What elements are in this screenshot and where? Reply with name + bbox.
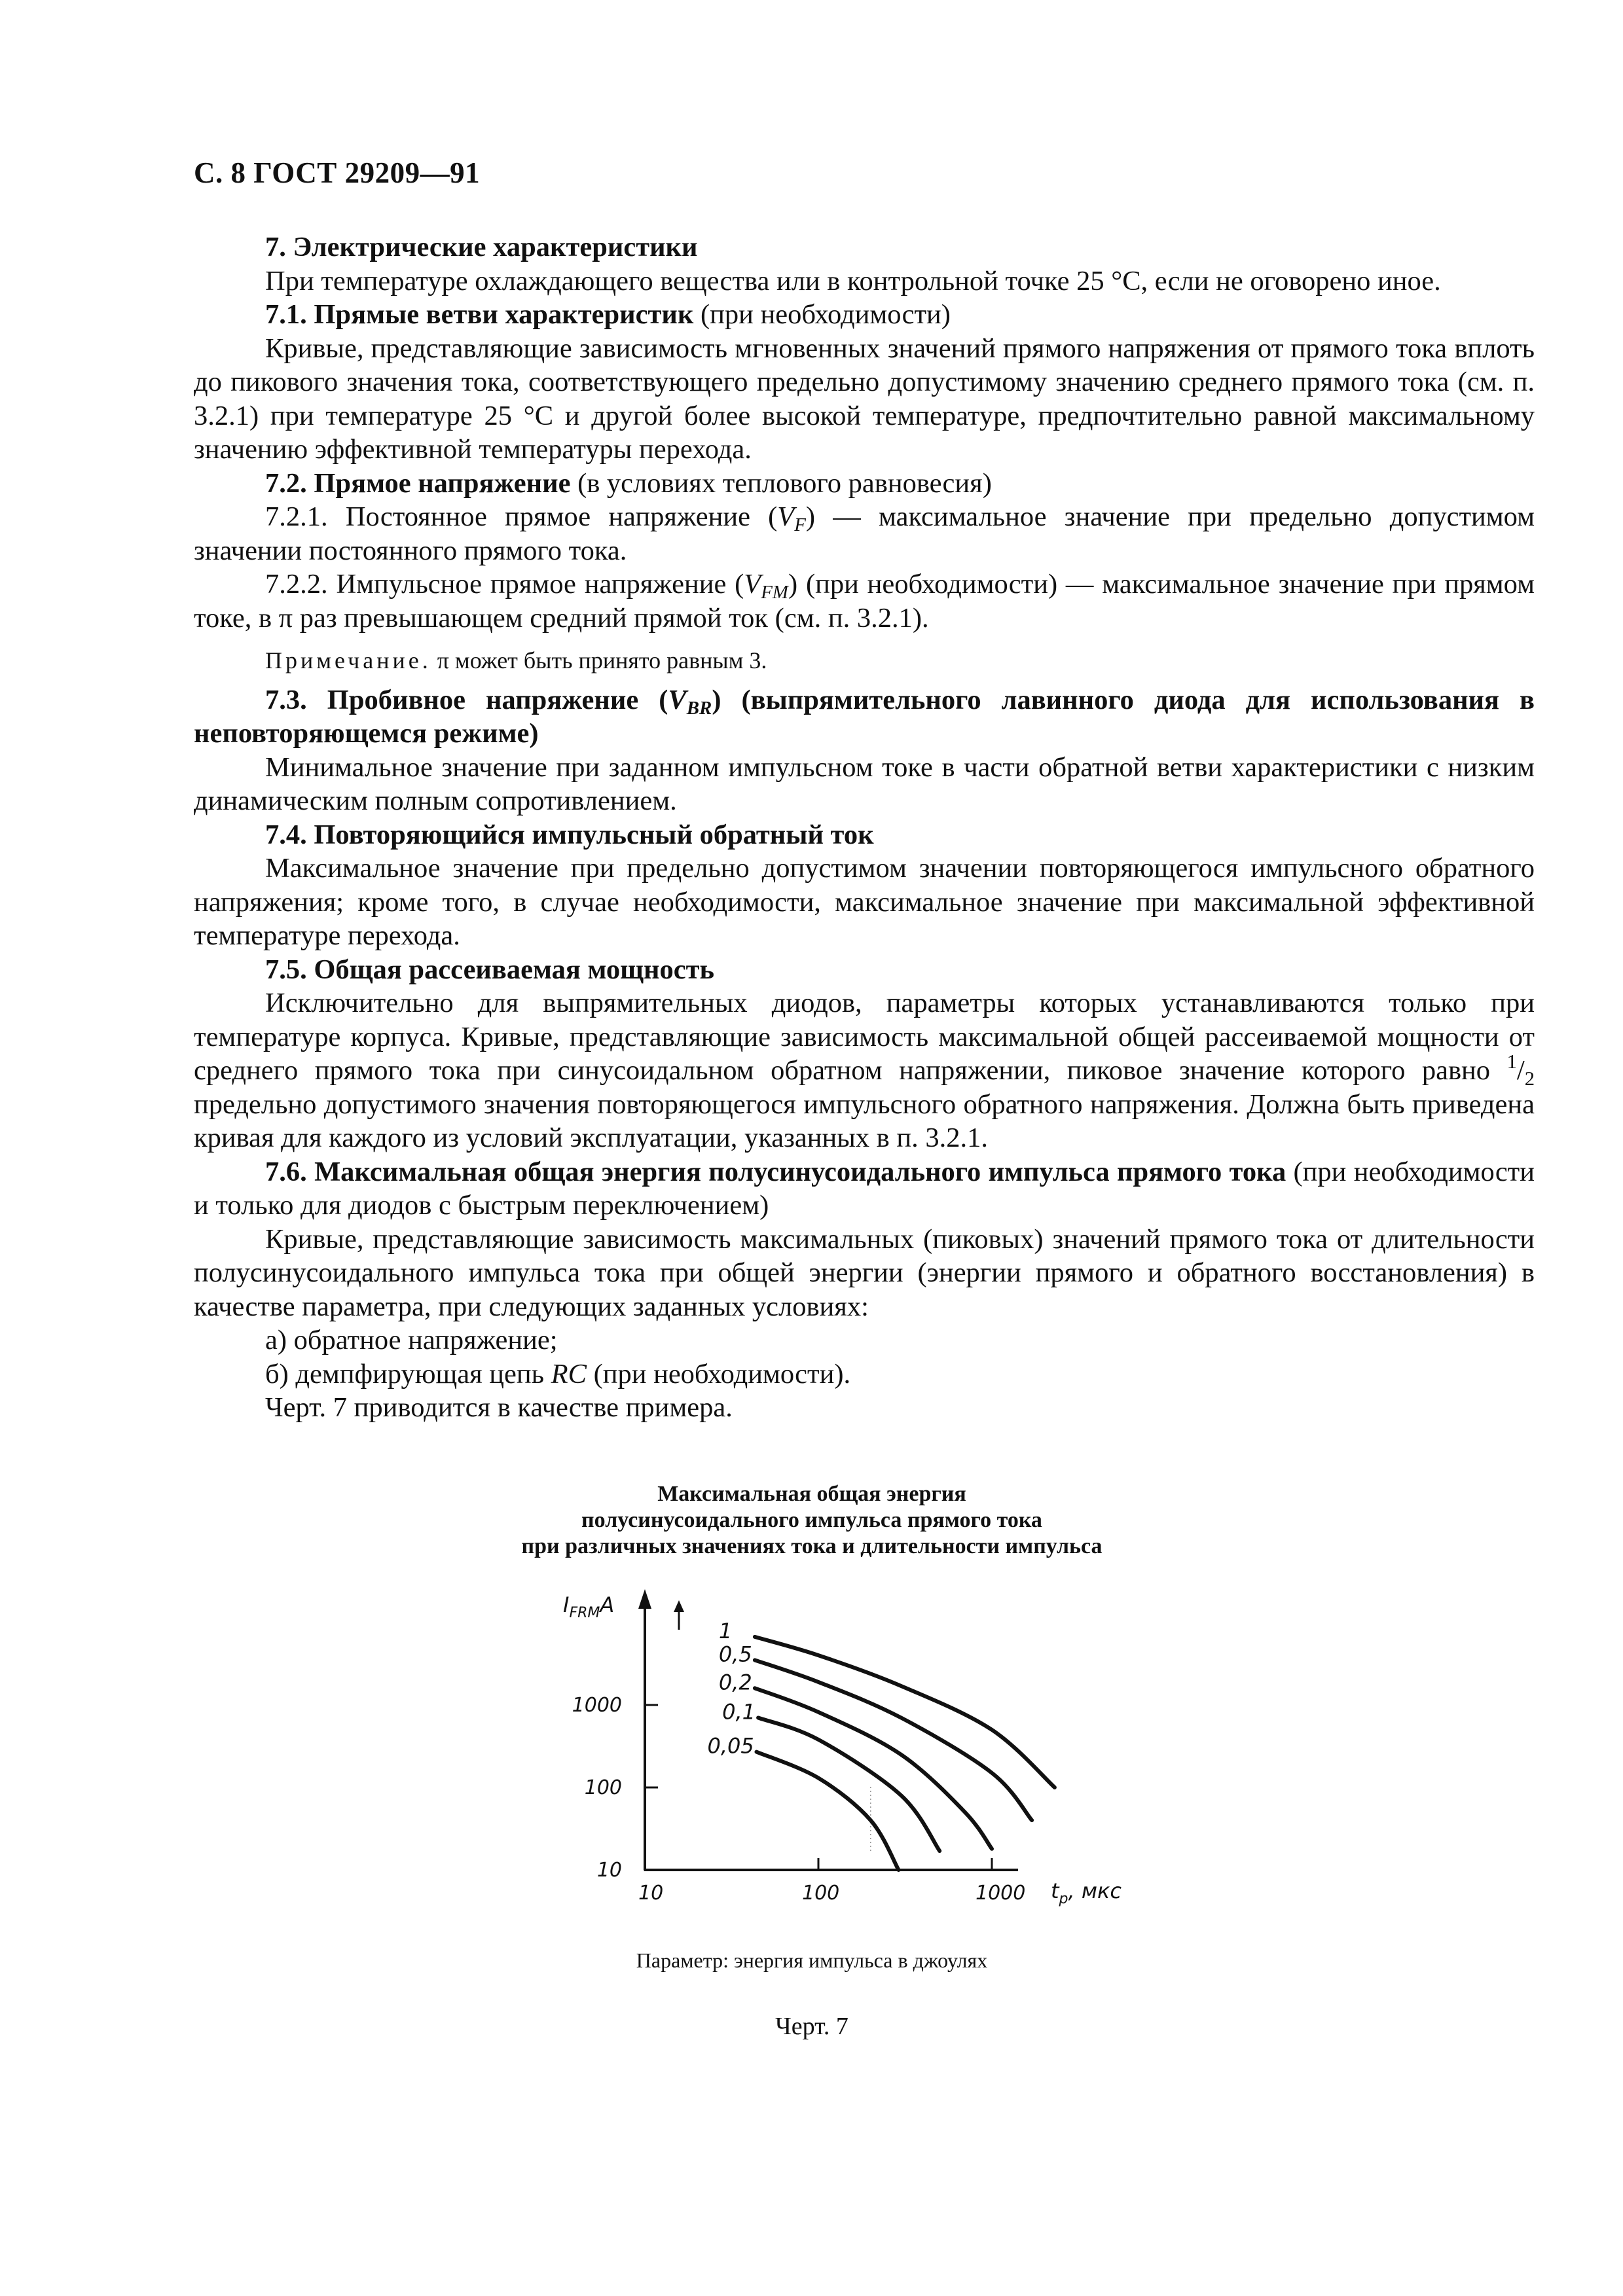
symbol-v: V: [668, 684, 687, 715]
y-tick-label: 10: [596, 1859, 622, 1882]
y-axis-arrow: [638, 1589, 651, 1609]
x-tick-label: 1000: [976, 1882, 1026, 1905]
clause-7-6-title: 7.6. Максимальная общая энергия полусинусоидального импульса прямого тока: [265, 1156, 1286, 1187]
chart-labels: [563, 1592, 1122, 1907]
clause-7-2-2-before: 7.2.2. Импульсное прямое напряжение (: [265, 569, 744, 600]
symbol-rc: RC: [551, 1358, 587, 1390]
clause-7-1-title: 7.1. Прямые ветви характеристик: [265, 299, 694, 330]
x-tick-label: 10: [638, 1882, 664, 1905]
y-axis-label: $I_{FRM}A$: [563, 1592, 615, 1621]
figure-title-line: полусинусоидального импульса прямого тока: [581, 1508, 1042, 1532]
y-tick-label: 100: [584, 1776, 622, 1799]
series-line-0-05: [757, 1752, 899, 1870]
x-axis-label: $t_p$, мкс: [1051, 1878, 1122, 1907]
list-item-b-before: б) демпфирующая цепь: [265, 1358, 551, 1390]
note-text: π может быть принято равным 3.: [431, 647, 767, 673]
clause-7-4-text: Максимальное значение при предельно допустимом значении повторяющегося импульсного обратного напряжения; кроме того, в случае необходимости, максимальное значение при максимальной эффективной температуре перехода.: [194, 853, 1535, 951]
symbol-v: V: [744, 569, 761, 600]
series-label-0-1: 0,1: [722, 1699, 756, 1725]
series-label-1: 1: [718, 1618, 733, 1643]
chart-curves: [755, 1637, 1055, 1870]
list-item-b-after: (при необходимости).: [586, 1358, 851, 1390]
symbol-sub: BR: [686, 697, 712, 719]
fraction-numerator: 1: [1506, 1050, 1517, 1073]
clause-7-2-1-after: ) — максимальное значение при предельно допустимом значении постоянного прямого тока.: [194, 501, 1535, 566]
figure-title-line: при различных значениях тока и длительности импульса: [521, 1534, 1103, 1558]
page-header: С. 8 ГОСТ 29209—91: [194, 156, 481, 189]
clause-7-4-title: 7.4. Повторяющийся импульсный обратный ток: [265, 819, 874, 850]
y-tick-label: 1000: [572, 1694, 622, 1717]
chart-axes: [638, 1589, 1018, 1871]
figure-title-line: Максимальная общая энергия: [657, 1482, 966, 1506]
section-intro: При температуре охлаждающего вещества или в контрольной точке 25 °С, если не оговорено иное.: [265, 265, 1441, 296]
symbol-sub: F: [794, 514, 806, 536]
series-line-1: [755, 1637, 1055, 1787]
fraction-denominator: 2: [1524, 1067, 1535, 1090]
series-label-0-05: 0,05: [707, 1733, 754, 1759]
symbol-sub: FM: [761, 582, 788, 603]
fraction-one-half: $^1/_2$: [1506, 1050, 1535, 1090]
series-line-0-1: [758, 1718, 939, 1852]
clause-7-3-before: 7.3. Пробивное напряжение (: [265, 684, 668, 715]
clause-7-6-text: Кривые, представляющие зависимость максимальных (пиковых) значений прямого тока от длительности полусинусоидального импульса тока при общей энергии (энергии прямого и обратного восстановления) в качестве параметра, при следующих заданных условиях:: [194, 1223, 1535, 1322]
clause-7-2-1-before: 7.2.1. Постоянное прямое напряжение (: [265, 501, 778, 532]
figure-reference: Черт. 7 приводится в качестве примера.: [265, 1392, 733, 1423]
note-label: Примечание.: [265, 647, 431, 673]
list-item-a: а) обратное напряжение;: [265, 1325, 558, 1355]
figure-caption: Параметр: энергия импульса в джоулях: [636, 1948, 988, 1972]
clause-7-2-suffix: (в условиях теплового равновесия): [570, 467, 992, 499]
clause-7-1-suffix: (при необходимости): [693, 299, 951, 330]
parameter-arrow-head: [674, 1600, 684, 1612]
symbol-v: V: [777, 501, 795, 532]
figure-number: Черт. 7: [775, 2013, 848, 2040]
clause-7-2-2-after: ) (при необходимости) — максимальное значение при прямом токе, в π раз превышающем средний прямой ток (см. п. 3.2.1).: [194, 569, 1535, 634]
clause-7-5-after: предельно допустимого значения повторяющегося импульсного обратного напряжения. Должна быть приведена кривая для каждого из условий эксплуатации, указанных в п. 3.2.1.: [194, 1088, 1535, 1153]
series-label-0-5: 0,5: [718, 1641, 752, 1667]
series-label-0-2: 0,2: [718, 1670, 752, 1695]
clause-7-5-before: Исключительно для выпрямительных диодов, параметры которых устанавливаются только при температуре корпуса. Кривые, представляющие зависимость максимальной общей рассеиваемой мощности от среднего прямого тока при синусоидальном обратном напряжении, пиковое значение которого равно: [194, 988, 1535, 1086]
clause-7-3-text: Минимальное значение при заданном импульсном токе в части обратной ветви характеристики с низким динамическим полным сопротивлением.: [194, 751, 1535, 816]
clause-7-6-suffix: (при необходимости и только для диодов с быстрым переключением): [194, 1156, 1535, 1221]
clause-7-5-title: 7.5. Общая рассеиваемая мощность: [265, 954, 714, 985]
clause-7-1-text: Кривые, представляющие зависимость мгновенных значений прямого напряжения от прямого тока вплоть до пикового значения тока, соответствующего предельно допустимому значению среднего прямого тока (см. п. 3.2.1) при температуре 25 °С и другой более высокой температуре, предпочтительно равной максимальному значению эффективной температуры перехода.: [194, 332, 1535, 465]
clause-7-2-title: 7.2. Прямое напряжение: [265, 467, 571, 499]
x-tick-label: 100: [802, 1882, 840, 1905]
section-heading: 7. Электрические характеристики: [265, 232, 698, 262]
clause-7-3-after: ) (выпрямительного лавинного диода для использования в неповторяющемся режиме): [194, 684, 1535, 749]
